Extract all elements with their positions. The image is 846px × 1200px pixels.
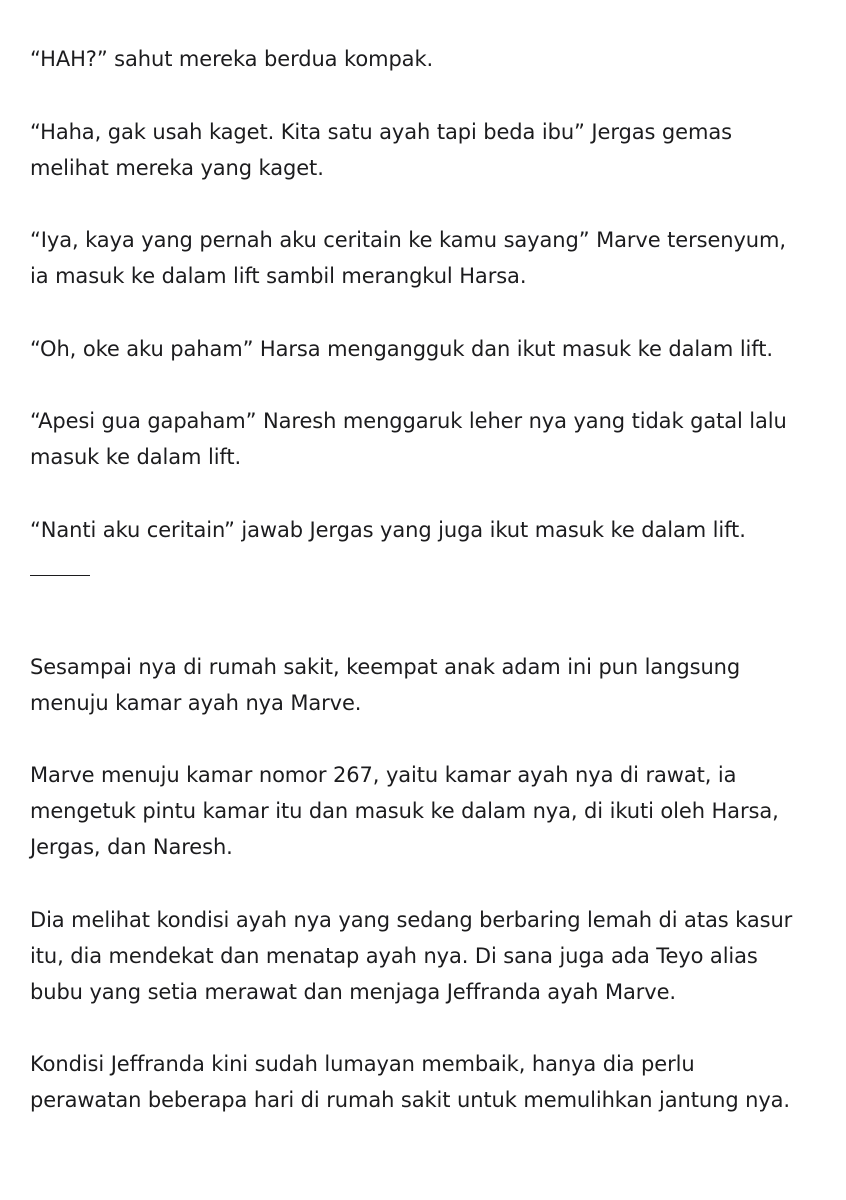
text-line: mengetuk pintu kamar itu dan masuk ke dalam nya, di ikuti oleh Harsa, bbox=[30, 799, 779, 823]
text-line: “Haha, gak usah kaget. Kita satu ayah tapi beda ibu” Jergas gemas bbox=[30, 119, 732, 144]
paragraph bbox=[30, 512, 830, 548]
paragraph bbox=[30, 757, 830, 865]
text-line: Jergas, dan Naresh. bbox=[30, 835, 233, 859]
paragraph bbox=[30, 331, 830, 367]
paragraph bbox=[30, 403, 830, 475]
paragraph bbox=[30, 114, 830, 186]
text-line: bubu yang setia merawat dan menjaga Jeffranda ayah Marve. bbox=[30, 979, 676, 1004]
paragraph bbox=[30, 649, 830, 721]
paragraph bbox=[30, 1046, 830, 1118]
paragraph bbox=[30, 41, 830, 77]
text-line: itu, dia mendekat dan menatap ayah nya. Di sana juga ada Teyo alias bbox=[30, 943, 758, 968]
text-line: “HAH?” sahut mereka berdua kompak. bbox=[30, 47, 434, 71]
text-line: “Iya, kaya yang pernah aku ceritain ke kamu sayang” Marve tersenyum, bbox=[30, 228, 786, 252]
text-line: “Nanti aku ceritain” jawab Jergas yang juga ikut masuk ke dalam lift. bbox=[30, 517, 746, 542]
text-line: melihat mereka yang kaget. bbox=[30, 155, 324, 180]
story-text bbox=[30, 41, 830, 1155]
text-line: ia masuk ke dalam lift sambil merangkul Harsa. bbox=[30, 264, 527, 288]
text-line: menuju kamar ayah nya Marve. bbox=[30, 690, 362, 715]
text-line: Kondisi Jeffranda kini sudah lumayan membaik, hanya dia perlu bbox=[30, 1052, 695, 1076]
section-divider bbox=[30, 575, 90, 576]
text-line: Sesampai nya di rumah sakit, keempat anak adam ini pun langsung bbox=[30, 654, 741, 679]
text-line: Marve menuju kamar nomor 267, yaitu kamar ayah nya di rawat, ia bbox=[30, 763, 737, 787]
text-line: Dia melihat kondisi ayah nya yang sedang berbaring lemah di atas kasur bbox=[30, 907, 793, 932]
text-line: masuk ke dalam lift. bbox=[30, 445, 242, 469]
text-line: “Apesi gua gapaham” Naresh menggaruk leher nya yang tidak gatal lalu bbox=[30, 409, 787, 433]
paragraph bbox=[30, 222, 830, 294]
paragraph bbox=[30, 902, 830, 1010]
text-line: “Oh, oke aku paham” Harsa mengangguk dan ikut masuk ke dalam lift. bbox=[30, 336, 773, 361]
text-line: perawatan beberapa hari di rumah sakit untuk memulihkan jantung nya. bbox=[30, 1088, 791, 1112]
